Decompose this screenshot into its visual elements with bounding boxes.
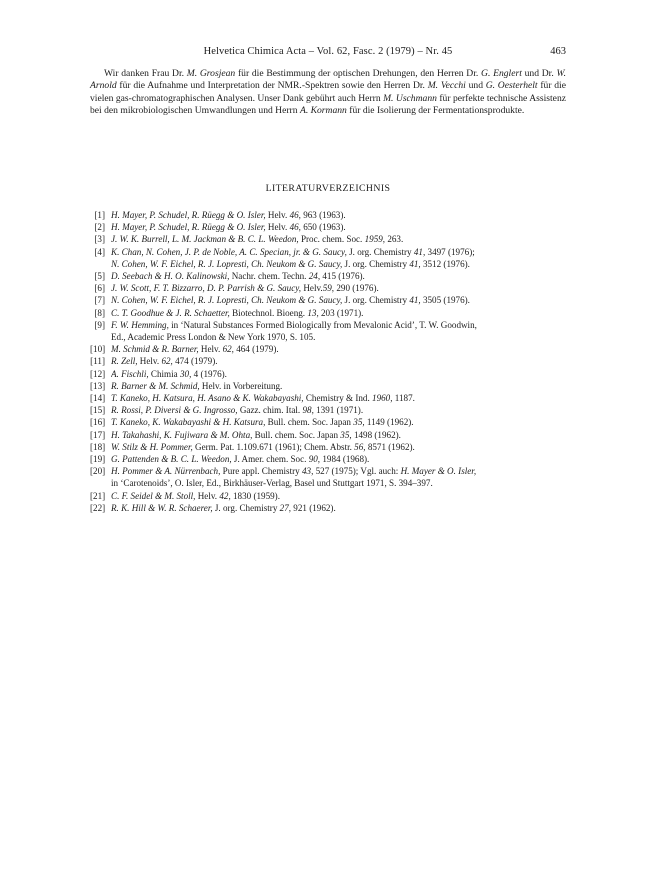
reference-text: [108, 368, 566, 380]
italic-text: 41,: [413, 246, 426, 257]
text-run: 464 (1979).: [233, 344, 279, 355]
italic-text: W. Arnold: [90, 68, 566, 92]
reference-line: [111, 307, 566, 319]
reference-line: [111, 490, 566, 502]
reference-item: [90, 209, 566, 221]
text-run: für die Aufnahme und Interpretation der NMR.-Spektren sowie den Herren Dr.: [116, 80, 428, 92]
text-run: in ‘Natural Substances Formed Biologically from Mevalonic Acid’, T. W. Goodwin,: [168, 319, 477, 330]
text-run: 650 (1963).: [300, 222, 346, 233]
text-run: Helv.: [265, 222, 290, 233]
reference-number: [1]: [94, 210, 105, 220]
reference-text: [108, 221, 566, 233]
reference-text: [108, 453, 566, 465]
running-head-journal: Helvetica Chimica Acta – Vol. 62, Fasc. 2 (1979) – Nr. 45: [203, 46, 453, 57]
reference-line: [111, 392, 566, 404]
reference-item: [90, 319, 566, 343]
italic-text: F. W. Hemming,: [111, 319, 169, 330]
italic-text: K. Chan, N. Cohen, J. P. de Noble, A. C. Specian, jr. & G. Saucy,: [111, 246, 347, 257]
text-run: 1149 (1962).: [364, 417, 414, 428]
italic-text: H. Mayer, P. Schudel, R. Rüegg & O. Isler,: [111, 222, 266, 233]
reference-item: [90, 246, 566, 270]
italic-text: 62,: [222, 344, 234, 355]
italic-text: 56,: [354, 441, 366, 452]
reference-line: [111, 441, 566, 453]
text-run: Helv.: [265, 210, 290, 220]
reference-line: [111, 319, 566, 331]
italic-text: H. Mayer, P. Schudel, R. Rüegg & O. Isler,: [111, 210, 266, 220]
italic-text: G. Pattenden & B. C. L. Weedon,: [111, 454, 232, 465]
reference-text: [108, 307, 566, 319]
text-run: 263.: [385, 234, 404, 245]
text-run: J. org. Chemistry: [342, 258, 410, 269]
reference-line: [111, 404, 566, 416]
text-run: Bull. chem. Soc. Japan: [252, 429, 341, 440]
reference-number: [9]: [94, 319, 105, 330]
italic-text: 1960,: [372, 393, 393, 404]
reference-line: [111, 343, 566, 355]
reference-text: [108, 429, 566, 441]
reference-text: [108, 502, 566, 514]
italic-text: N. Cohen, W. F. Eichel, R. J. Lopresti, Ch. Neukom & G. Saucy,: [111, 258, 343, 269]
reference-item: [90, 221, 566, 233]
text-run: J. Amer. chem. Soc.: [231, 454, 309, 465]
text-run: 1984 (1968).: [320, 454, 370, 465]
reference-number: [3]: [94, 234, 105, 245]
text-run: für perfekte technische Assistenz bei den mikrobiologischen Umwandlungen und Herrn: [90, 92, 566, 117]
italic-text: C. T. Goodhue & J. R. Schaetter,: [111, 307, 230, 318]
italic-text: 41,: [409, 258, 421, 269]
italic-text: 59,: [322, 283, 335, 294]
italic-text: 27,: [279, 502, 292, 513]
text-run: Bull. chem. Soc. Japan: [265, 417, 354, 428]
italic-text: 1959,: [364, 234, 386, 245]
reference-text: [108, 355, 566, 367]
page-number: 463: [550, 46, 566, 57]
reference-item: [90, 270, 566, 282]
reference-line: [111, 477, 566, 489]
text-run: und: [465, 80, 486, 92]
text-run: 1830 (1959).: [230, 490, 280, 501]
text-run: 963 (1963).: [300, 210, 346, 220]
reference-line: [111, 429, 566, 441]
reference-line: [111, 331, 566, 343]
reference-text: [108, 343, 566, 355]
italic-text: A. Kormann: [299, 105, 347, 117]
reference-line: [111, 502, 566, 514]
italic-text: J. W. Scott, F. T. Bizzarro, D. P. Parrish & G. Saucy,: [111, 283, 302, 294]
reference-line: [111, 233, 566, 245]
italic-text: C. F. Seidel & M. Stoll,: [111, 490, 196, 501]
italic-text: N. Cohen, W. F. Eichel, R. J. Lopresti, Ch. Neukom & G. Saucy,: [111, 295, 343, 306]
text-run: in ‘Carotenoids’, O. Isler, Ed., Birkhäuser-Verlag, Basel und Stuttgart 1971, S. 394–397.: [111, 478, 433, 489]
italic-text: 35,: [340, 429, 352, 440]
reference-line: [111, 282, 566, 294]
text-run: 474 (1979).: [172, 356, 218, 367]
text-run: 3497 (1976);: [425, 246, 475, 257]
italic-text: 42,: [219, 490, 231, 501]
reference-item: [90, 380, 566, 392]
reference-item: [90, 429, 566, 441]
reference-number: [7]: [94, 295, 105, 306]
italic-text: T. Kaneko, K. Wakabayashi & H. Katsura,: [111, 417, 266, 428]
italic-text: M. Vecchi: [427, 80, 466, 92]
reference-number: [19]: [90, 454, 106, 465]
text-run: für die Bestimmung der optischen Drehungen, den Herren Dr.: [235, 68, 482, 79]
references-heading: LITERATURVERZEICHNIS: [265, 183, 391, 194]
reference-text: [108, 380, 566, 392]
reference-item: [90, 453, 566, 465]
reference-item: [90, 416, 566, 428]
text-run: Pure appl. Chemistry: [220, 466, 302, 477]
text-run: und Dr.: [521, 68, 557, 79]
text-run: 4 (1976).: [191, 368, 227, 379]
reference-text: [108, 270, 566, 282]
italic-text: J. W. K. Burrell, L. M. Jackman & B. C. L. Weedon,: [111, 234, 299, 245]
text-run: 415 (1976).: [320, 271, 365, 282]
reference-line: [111, 246, 566, 258]
reference-number: [18]: [90, 441, 106, 452]
italic-text: M. Uschmann: [383, 92, 437, 104]
reference-number: [21]: [90, 490, 106, 501]
italic-text: 35,: [353, 417, 365, 428]
reference-item: [90, 282, 566, 294]
reference-number: [10]: [90, 344, 106, 355]
reference-item: [90, 294, 566, 306]
reference-number: [4]: [94, 246, 105, 257]
text-run: J. org. Chemistry: [342, 295, 410, 306]
italic-text: H. Takahashi, K. Fujiwara & M. Ohta,: [111, 429, 253, 440]
italic-text: 46,: [289, 210, 301, 220]
text-run: 1187.: [392, 393, 415, 404]
reference-item: [90, 465, 566, 489]
reference-number: [22]: [90, 502, 106, 513]
text-run: 3505 (1976).: [420, 295, 470, 306]
italic-text: 41,: [409, 295, 421, 306]
text-run: 921 (1962).: [291, 502, 336, 513]
reference-text: [108, 416, 566, 428]
italic-text: R. K. Hill & W. R. Schaerer,: [111, 502, 213, 513]
reference-line: [111, 465, 566, 477]
italic-text: G. Englert: [481, 68, 522, 79]
text-run: Biotechnol. Bioeng.: [229, 307, 308, 318]
italic-text: 90,: [308, 454, 321, 465]
text-run: Helv.: [195, 490, 220, 501]
italic-text: 24,: [308, 271, 321, 282]
acknowledgement-paragraph: [90, 68, 566, 118]
italic-text: 46,: [289, 222, 301, 233]
text-run: für die vielen gas-chromatographischen Analysen. Unser Dank gebührt auch Herrn: [90, 80, 566, 104]
text-run: 3512 (1976).: [420, 258, 470, 269]
text-run: 8571 (1962).: [365, 441, 415, 452]
reference-line: [111, 355, 566, 367]
reference-text: [108, 282, 566, 294]
reference-number: [14]: [90, 393, 106, 404]
reference-number: [12]: [90, 368, 106, 379]
reference-number: [6]: [94, 283, 105, 294]
text-run: Helv.: [301, 283, 323, 294]
reference-text: [108, 490, 566, 502]
text-run: Gazz. chim. Ital.: [237, 405, 303, 416]
text-run: 290 (1976).: [334, 283, 379, 294]
running-head: [90, 45, 566, 58]
reference-item: [90, 490, 566, 502]
reference-text: [108, 404, 566, 416]
reference-item: [90, 502, 566, 514]
reference-text: [108, 392, 566, 404]
text-run: Helv. in Vorbereitung.: [199, 380, 283, 391]
reference-text: [108, 294, 566, 306]
text-run: Chemistry & Ind.: [303, 393, 373, 404]
reference-item: [90, 392, 566, 404]
reference-number: [2]: [94, 222, 105, 233]
italic-text: 98,: [302, 405, 314, 416]
italic-text: M. Grosjean: [186, 68, 236, 79]
italic-text: 13,: [307, 307, 319, 318]
reference-number: [8]: [94, 307, 105, 318]
italic-text: M. Schmid & R. Barner,: [111, 344, 199, 355]
text-run: 1391 (1971).: [313, 405, 364, 416]
reference-item: [90, 355, 566, 367]
reference-text: [108, 233, 566, 245]
reference-line: [111, 209, 566, 221]
reference-item: [90, 233, 566, 245]
reference-number: [11]: [90, 356, 105, 367]
reference-line: [111, 258, 566, 270]
italic-text: W. Stilz & H. Pommer,: [111, 441, 193, 452]
reference-text: [108, 465, 566, 489]
reference-line: [111, 416, 566, 428]
italic-text: H. Pommer & A. Nürrenbach,: [111, 466, 221, 477]
text-run: Wir danken Frau Dr.: [104, 68, 187, 79]
text-run: Chimia: [148, 368, 180, 379]
text-run: Helv.: [137, 356, 162, 367]
text-run: Helv.: [198, 344, 223, 355]
reference-number: [15]: [90, 405, 106, 416]
italic-text: G. Oesterhelt: [485, 80, 538, 92]
text-run: Nachr. chem. Techn.: [229, 271, 309, 282]
text-run: 1498 (1962).: [351, 429, 401, 440]
reference-line: [111, 294, 566, 306]
reference-line: [111, 453, 566, 465]
text-run: für die Isolierung der Fermentationsprodukte.: [346, 105, 525, 117]
reference-text: [108, 209, 566, 221]
italic-text: R. Rossi, P. Diversi & G. Ingrosso,: [111, 405, 238, 416]
reference-line: [111, 270, 566, 282]
italic-text: D. Seebach & H. O. Kalinowski,: [111, 271, 230, 282]
reference-text: [108, 246, 566, 270]
reference-item: [90, 441, 566, 453]
reference-number: [17]: [90, 429, 106, 440]
reference-text: [108, 441, 566, 453]
reference-number: [5]: [94, 271, 105, 282]
italic-text: H. Mayer & O. Isler,: [400, 466, 477, 477]
reference-line: [111, 380, 566, 392]
text-run: Proc. chem. Soc.: [298, 234, 365, 245]
italic-text: R. Zell,: [111, 356, 138, 367]
italic-text: A. Fischli,: [111, 368, 149, 379]
reference-line: [111, 221, 566, 233]
italic-text: 43,: [301, 466, 314, 477]
italic-text: R. Barner & M. Schmid,: [111, 380, 200, 391]
reference-number: [20]: [90, 466, 106, 477]
reference-list: [90, 209, 566, 514]
text-run: J. org. Chemistry: [346, 246, 414, 257]
text-run: 203 (1971).: [318, 307, 364, 318]
reference-item: [90, 307, 566, 319]
reference-text: [108, 319, 566, 343]
reference-number: [13]: [90, 380, 106, 391]
italic-text: 62,: [161, 356, 173, 367]
italic-text: 30,: [179, 368, 192, 379]
text-run: Germ. Pat. 1.109.671 (1961); Chem. Abstr.: [192, 441, 355, 452]
reference-item: [90, 343, 566, 355]
reference-item: [90, 404, 566, 416]
text-run: Ed., Academic Press London & New York 1970, S. 105.: [111, 332, 316, 343]
reference-number: [16]: [90, 417, 106, 428]
italic-text: T. Kaneko, H. Katsura, H. Asano & K. Wakabayashi,: [111, 393, 304, 404]
reference-item: [90, 368, 566, 380]
text-run: 527 (1975); Vgl. auch:: [313, 466, 401, 477]
text-run: J. org. Chemistry: [212, 502, 280, 513]
reference-line: [111, 368, 566, 380]
